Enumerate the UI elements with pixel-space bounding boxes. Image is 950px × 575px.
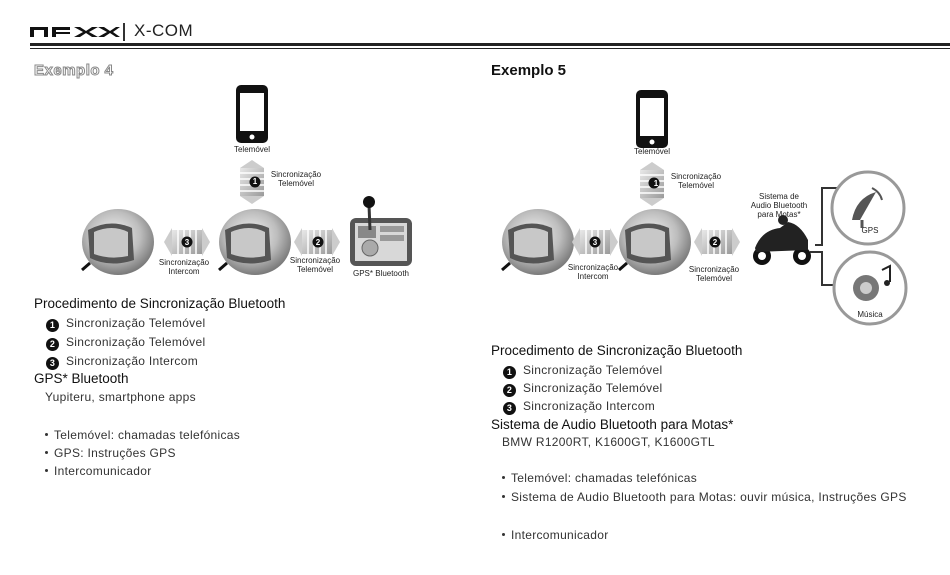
sync-label: Sincronização Telemóvel bbox=[270, 170, 322, 188]
sync-label: Sincronização Telemóvel bbox=[670, 172, 722, 190]
sub-title: GPS* Bluetooth bbox=[34, 371, 129, 386]
badge-2: 2 bbox=[712, 238, 718, 247]
badge-1: 1 bbox=[252, 177, 258, 186]
header-rule bbox=[30, 43, 950, 46]
example5-title: Exemplo 5 bbox=[491, 62, 567, 79]
step-number-3-icon: 3 bbox=[503, 402, 516, 415]
badge-1: 1 bbox=[653, 179, 659, 188]
bullet-item: Intercomunicador bbox=[502, 526, 920, 544]
moto-label: Sistema de Audio Bluetooth para Motas* bbox=[750, 192, 808, 219]
phone-icon bbox=[636, 90, 668, 148]
bullet-item: Intercomunicador bbox=[45, 462, 152, 480]
header-rule-thin bbox=[30, 48, 950, 49]
step-item: 2 Sincronização Telemóvel bbox=[46, 335, 205, 351]
step-item: 1 Sincronização Telemóvel bbox=[503, 363, 662, 379]
badge-3: 3 bbox=[184, 238, 190, 247]
step-item: 2 Sincronização Telemóvel bbox=[503, 381, 662, 397]
badge-3: 3 bbox=[592, 238, 598, 247]
badge-2: 2 bbox=[315, 238, 321, 247]
example4-title: Exemplo 4 bbox=[34, 62, 114, 79]
step-number-1-icon: 1 bbox=[46, 319, 59, 332]
gps-label: GPS* Bluetooth bbox=[352, 269, 410, 278]
step-number-3-icon: 3 bbox=[46, 357, 59, 370]
step-number-2-icon: 2 bbox=[46, 338, 59, 351]
phone-label: Telemóvel bbox=[233, 145, 270, 154]
bullet-item: Sistema de Audio Bluetooth para Motas: ouvir música, Instruções GPS bbox=[502, 488, 920, 506]
procedure-title: Procedimento de Sincronização Bluetooth bbox=[491, 343, 743, 358]
sub-title: Sistema de Audio Bluetooth para Motas* bbox=[491, 417, 734, 432]
phone-label: Telemóvel bbox=[633, 147, 670, 156]
sub-text: Yupiteru, smartphone apps bbox=[45, 390, 196, 404]
sync-label: Sincronização Telemóvel bbox=[688, 265, 740, 283]
sync-label: Sincronização Intercom bbox=[158, 258, 210, 276]
sync-label: Sincronização Intercom bbox=[567, 263, 619, 281]
model-name: X-COM bbox=[134, 21, 194, 40]
bullet-item: Telemóvel: chamadas telefónicas bbox=[502, 469, 920, 487]
gps-label: GPS bbox=[861, 226, 879, 235]
step-number-1-icon: 1 bbox=[503, 366, 516, 379]
music-label: Música bbox=[857, 310, 883, 319]
step-item: 3 Sincronização Intercom bbox=[503, 399, 655, 415]
motorcycle-icon bbox=[753, 215, 811, 265]
nexx-logo bbox=[30, 25, 120, 39]
step-item: 3 Sincronização Intercom bbox=[46, 354, 198, 370]
bullet-item: Telemóvel: chamadas telefónicas bbox=[45, 426, 240, 444]
step-item: 1 Sincronização Telemóvel bbox=[46, 316, 205, 332]
procedure-title: Procedimento de Sincronização Bluetooth bbox=[34, 296, 286, 311]
sync-label: Sincronização Telemóvel bbox=[289, 256, 341, 274]
example5-diagram bbox=[500, 80, 920, 330]
helmet-icon bbox=[619, 209, 691, 275]
sub-text: BMW R1200RT, K1600GT, K1600GTL bbox=[502, 435, 715, 449]
header-separator bbox=[123, 23, 125, 41]
bullet-item: GPS: Instruções GPS bbox=[45, 444, 176, 462]
step-number-2-icon: 2 bbox=[503, 384, 516, 397]
